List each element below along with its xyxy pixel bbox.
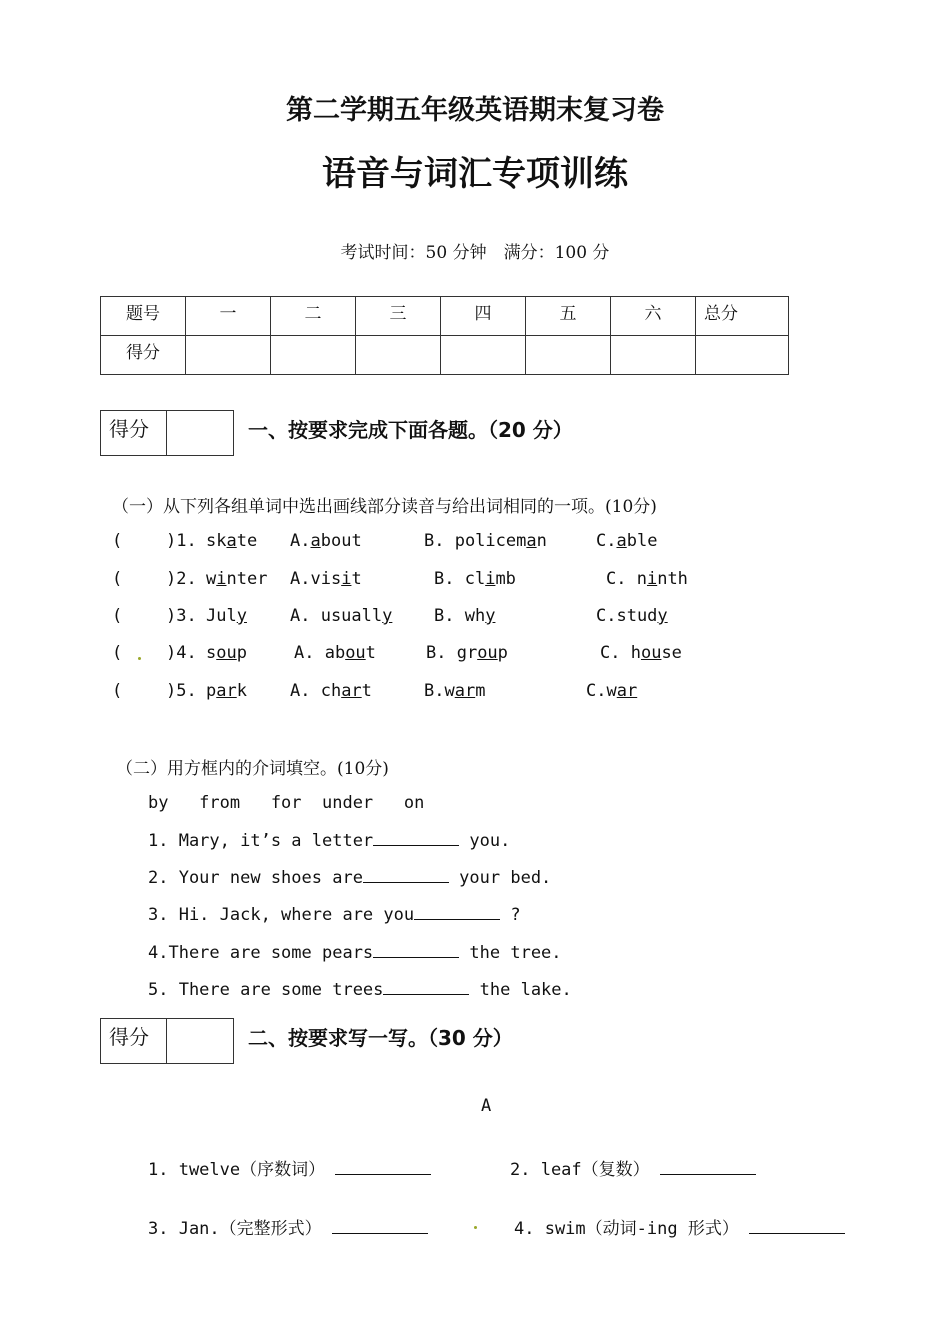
option-c <box>606 569 688 589</box>
write-item <box>148 1214 428 1239</box>
answer-blank[interactable] <box>373 943 459 958</box>
word-part: w <box>206 569 217 589</box>
word-part: k <box>236 681 247 701</box>
word-part: B. wh <box>434 606 486 626</box>
section1-score-box <box>100 410 234 456</box>
write-item <box>148 1155 431 1180</box>
score-table-cell: 得分 <box>101 336 186 375</box>
underlined-letters: i <box>216 569 227 589</box>
word-part: te <box>236 531 258 551</box>
question-number: )5. <box>166 681 197 701</box>
question-number: )1. <box>166 531 197 551</box>
fill-blank-item <box>148 905 521 925</box>
word-part: B. policem <box>424 531 527 551</box>
part1-instruction: （一）从下列各组单词中选出画线部分读音与给出词相同的一项。(10分) <box>112 497 657 517</box>
underlined-letters: y <box>657 606 668 626</box>
word-part: A. ch <box>290 681 342 701</box>
question-word <box>206 531 257 551</box>
part2-instruction: （二）用方框内的介词填空。(10分) <box>116 759 389 779</box>
score-box-label: 得分 <box>101 411 167 455</box>
option-a <box>290 606 392 626</box>
score-table-cell: 二 <box>271 297 356 336</box>
underlined-letters: ou <box>345 643 366 663</box>
score-table <box>100 296 789 375</box>
page-title: 第二学期五年级英语期末复习卷 <box>286 95 664 126</box>
page-subtitle: 语音与词汇专项训练 <box>322 154 628 194</box>
word-part: C. n <box>606 569 647 589</box>
question-word <box>206 643 247 663</box>
question-number: )2. <box>166 569 197 589</box>
sentence-start: 1. Mary, it’s a letter <box>148 831 374 851</box>
word-part: n <box>536 531 547 551</box>
score-blank-cell[interactable] <box>611 336 696 375</box>
sentence-start: 4.There are some pears <box>148 943 374 963</box>
word-part: bout <box>320 531 362 551</box>
word-part: C. h <box>600 643 641 663</box>
answer-paren[interactable]: ( <box>112 681 123 701</box>
word-part: A. <box>290 531 311 551</box>
question-word <box>206 569 267 589</box>
answer-blank[interactable] <box>335 1160 431 1175</box>
answer-paren[interactable]: ( <box>112 606 123 626</box>
answer-blank[interactable] <box>660 1160 756 1175</box>
fill-blank-item <box>148 980 572 1000</box>
underlined-letters: y <box>236 606 247 626</box>
exam-info: 考试时间：50 分钟 满分：100 分 <box>340 243 610 263</box>
write-item <box>510 1155 756 1180</box>
score-table-cell: 四 <box>441 297 526 336</box>
underlined-letters: a <box>310 531 321 551</box>
answer-blank[interactable] <box>749 1219 845 1234</box>
write-item-prompt: 1. twelve（序数词） <box>148 1160 326 1180</box>
option-b <box>424 681 485 701</box>
score-table-cell: 题号 <box>101 297 186 336</box>
underlined-letters: ou <box>477 643 498 663</box>
word-part: B. gr <box>426 643 478 663</box>
part-a-label: A <box>481 1096 492 1116</box>
write-item <box>514 1214 845 1239</box>
option-c <box>600 643 682 663</box>
score-table-cell: 五 <box>526 297 611 336</box>
section2-heading: 二、按要求写一写。（30 分） <box>248 1026 513 1050</box>
underlined-letters: i <box>341 569 352 589</box>
word-part: t <box>361 681 372 701</box>
option-b <box>434 606 495 626</box>
word-part: p <box>206 681 217 701</box>
word-part: A. usuall <box>290 606 383 626</box>
word-part: C.w <box>586 681 617 701</box>
section1-heading: 一、按要求完成下面各题。（20 分） <box>248 418 573 442</box>
underlined-letters: a <box>616 531 627 551</box>
fill-blank-item <box>148 868 551 888</box>
sentence-end: the lake. <box>469 980 572 1000</box>
answer-blank[interactable] <box>414 905 500 920</box>
score-table-cell: 三 <box>356 297 441 336</box>
word-part: A.vis <box>290 569 342 589</box>
score-table-cell: 总分 <box>696 297 789 336</box>
write-item-prompt: 2. leaf（复数） <box>510 1160 650 1180</box>
score-table-score-row <box>101 336 789 375</box>
question-number: )4. <box>166 643 197 663</box>
underlined-letters: i <box>646 569 658 589</box>
option-c <box>596 531 657 551</box>
word-part: A. ab <box>294 643 346 663</box>
underlined-letters: a <box>226 531 237 551</box>
word-part: Jul <box>206 606 237 626</box>
word-part: se <box>661 643 682 663</box>
word-part: C. <box>596 531 617 551</box>
write-item-prompt: 3. Jan.（完整形式） <box>148 1219 322 1239</box>
underlined-letters: a <box>526 531 537 551</box>
underlined-letters: ar <box>216 681 237 701</box>
question-number: )3. <box>166 606 197 626</box>
underlined-letters: ar <box>341 681 362 701</box>
word-part: mb <box>495 569 516 589</box>
option-a <box>290 681 372 701</box>
word-part: t <box>351 569 362 589</box>
score-box-blank[interactable] <box>167 411 233 455</box>
sentence-end: ? <box>500 905 521 925</box>
underlined-letters: ou <box>216 643 237 663</box>
word-part: s <box>206 643 217 663</box>
word-part: sk <box>206 531 227 551</box>
word-part: p <box>236 643 247 663</box>
score-blank-cell[interactable] <box>356 336 441 375</box>
answer-paren[interactable]: ( <box>112 643 123 663</box>
underlined-letters: i <box>485 569 496 589</box>
word-part: nth <box>657 569 688 589</box>
sentence-end: you. <box>459 831 511 851</box>
sentence-start: 3. Hi. Jack, where are you <box>148 905 415 925</box>
fill-blank-item <box>148 831 510 851</box>
question-word <box>206 606 247 626</box>
score-table-cell: 一 <box>186 297 271 336</box>
score-table-header-row <box>101 297 789 336</box>
score-blank-cell[interactable] <box>526 336 611 375</box>
answer-blank[interactable] <box>363 868 449 883</box>
option-b <box>424 531 547 551</box>
sentence-end: the tree. <box>459 943 562 963</box>
section2-score-box <box>100 1018 234 1064</box>
answer-paren[interactable]: ( <box>112 569 123 589</box>
answer-blank[interactable] <box>383 980 469 995</box>
sentence-end: your bed. <box>448 868 552 888</box>
option-a <box>294 643 376 663</box>
write-item-prompt: 4. swim（动词-ing 形式） <box>514 1219 739 1239</box>
word-part: B. cl <box>434 569 486 589</box>
sentence-start: 5. There are some trees <box>148 980 384 1000</box>
option-c <box>596 606 668 626</box>
score-blank-cell[interactable] <box>271 336 356 375</box>
underlined-letters: ar <box>616 681 638 701</box>
question-word <box>206 681 247 701</box>
option-a <box>290 569 362 589</box>
answer-paren[interactable]: ( <box>112 531 123 551</box>
word-part: ble <box>626 531 658 551</box>
answer-blank[interactable] <box>332 1219 428 1234</box>
word-part: nter <box>226 569 268 589</box>
option-b <box>434 569 516 589</box>
score-blank-cell[interactable] <box>186 336 271 375</box>
option-a <box>290 531 362 551</box>
option-b <box>426 643 508 663</box>
word-part: C.stud <box>596 606 658 626</box>
word-part: m <box>475 681 486 701</box>
word-box: by from for under on <box>148 793 425 813</box>
underlined-letters: y <box>485 606 496 626</box>
option-c <box>586 681 637 701</box>
score-table-cell: 六 <box>611 297 696 336</box>
score-box-label: 得分 <box>101 1019 167 1063</box>
fill-blank-item <box>148 943 562 963</box>
underlined-letters: y <box>382 606 393 626</box>
word-part: B.w <box>424 681 455 701</box>
score-blank-cell[interactable] <box>696 336 789 375</box>
decorative-dot <box>138 657 141 660</box>
score-blank-cell[interactable] <box>441 336 526 375</box>
decorative-dot <box>474 1226 477 1229</box>
answer-blank[interactable] <box>373 831 459 846</box>
underlined-letters: ou <box>640 643 662 663</box>
word-part: p <box>497 643 508 663</box>
word-part: t <box>365 643 376 663</box>
score-box-blank[interactable] <box>167 1019 233 1063</box>
sentence-start: 2. Your new shoes are <box>148 868 363 888</box>
underlined-letters: ar <box>454 681 476 701</box>
